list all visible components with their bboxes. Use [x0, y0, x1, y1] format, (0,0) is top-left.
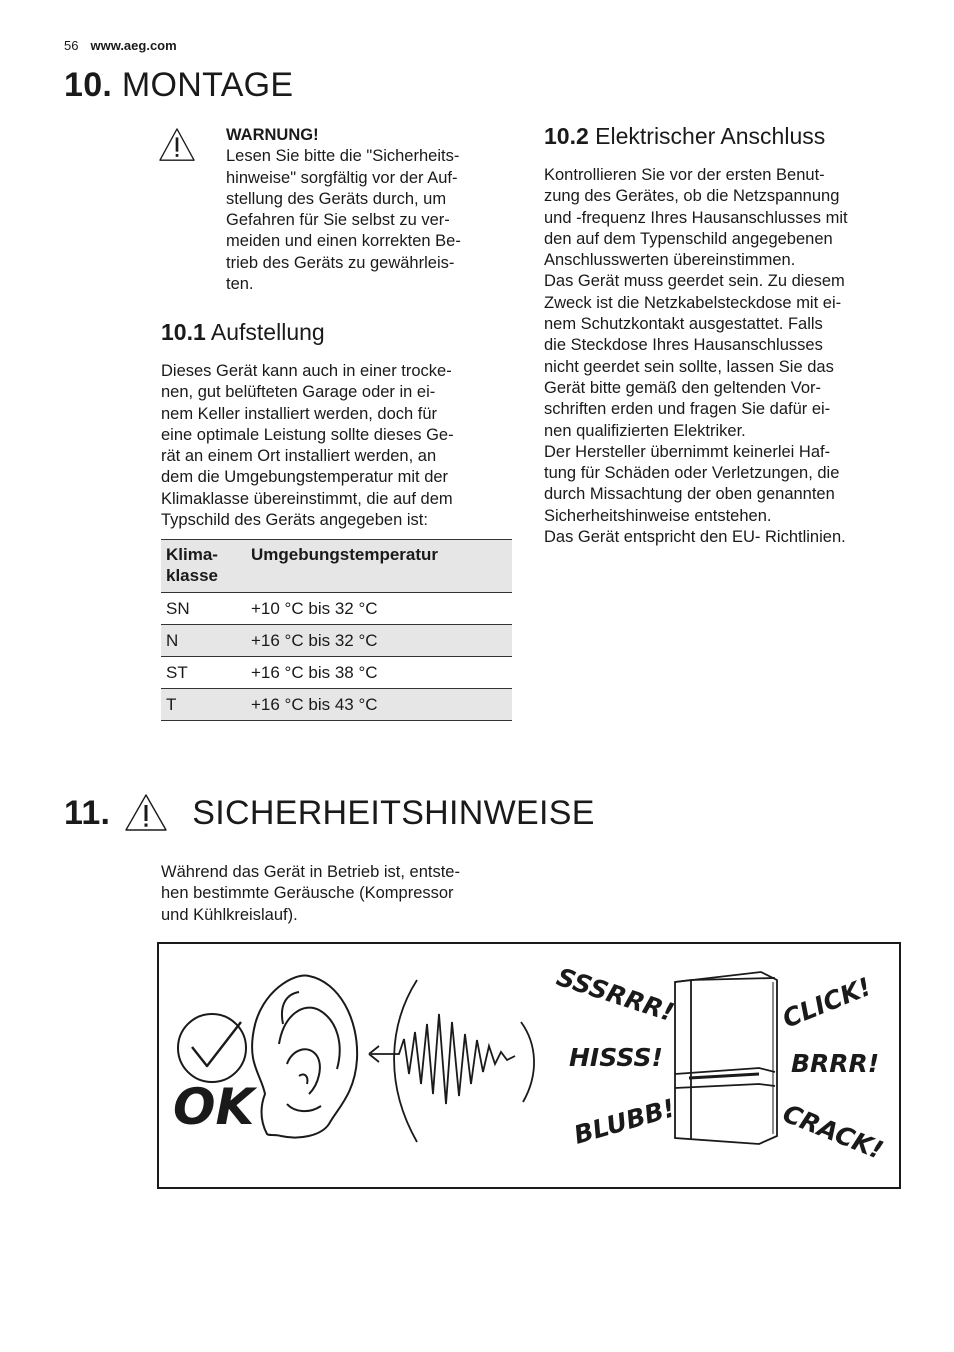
- table-cell-class: SN: [161, 593, 246, 625]
- table-header-row: [161, 540, 512, 593]
- text-line: Gerät bitte gemäß den geltenden Vor-: [544, 378, 822, 397]
- warning-triangle-icon: [124, 793, 168, 833]
- sound-word-blubb: BLUBB!: [570, 1093, 679, 1150]
- text-line: rät an einem Ort installiert werden, an: [161, 447, 437, 466]
- klimaklasse-table: [161, 539, 512, 721]
- sound-word-click: CLICK!: [778, 971, 876, 1034]
- subsection-10-1-number: 10.1: [161, 319, 206, 345]
- text-line: Kontrollieren Sie vor der ersten Benut-: [544, 166, 825, 184]
- text-line: Typschild des Geräts angegeben ist:: [161, 511, 428, 530]
- text-line: Zweck ist die Netzkabelsteckdose mit ei-: [544, 293, 842, 312]
- ear-icon: [252, 975, 357, 1137]
- table-cell-class: ST: [161, 657, 246, 689]
- text-line: Dieses Gerät kann auch in einer trocke-: [161, 362, 452, 380]
- sound-word-crack: CRACK!: [778, 1098, 888, 1166]
- sound-word-hisss: HISSS!: [569, 1043, 663, 1072]
- header-url: www.aeg.com: [90, 38, 177, 53]
- warning-triangle-icon: [158, 127, 196, 163]
- table-row: [161, 689, 512, 721]
- text-line: trieb des Geräts zu gewährleis-: [226, 253, 455, 272]
- klimaklasse-header-line2: klasse: [166, 566, 218, 585]
- text-line: tung für Schäden oder Verletzungen, die: [544, 464, 840, 483]
- subsection-10-2-title: Elektrischer Anschluss: [595, 123, 826, 149]
- text-line: meiden und einen korrekten Be-: [226, 232, 461, 251]
- warning-text: [226, 146, 516, 295]
- table-cell-class: N: [161, 625, 246, 657]
- page-header: [64, 38, 177, 53]
- section-10-heading: [64, 66, 293, 105]
- ok-label: OK: [173, 1078, 255, 1136]
- table-row: [161, 657, 512, 689]
- warning-box: [226, 125, 516, 295]
- text-line: stellung des Geräts durch, um: [226, 189, 447, 208]
- text-line: zung des Gerätes, ob die Netzspannung: [544, 187, 840, 206]
- text-line: ten.: [226, 275, 254, 294]
- section-11-number: 11.: [64, 793, 111, 832]
- fridge-icon: [675, 972, 777, 1144]
- text-line: durch Missachtung der oben genannten: [544, 485, 835, 504]
- section-11-heading: [64, 793, 595, 833]
- text-line: den auf dem Typenschild angegebenen: [544, 229, 833, 248]
- klimaklasse-header-line1: Klima-: [166, 545, 218, 564]
- table-cell-temp: +16 °C bis 32 °C: [246, 625, 512, 657]
- text-line: nen qualifizierten Elektriker.: [544, 421, 746, 440]
- sound-wave-icon: [369, 980, 534, 1142]
- text-line: Gefahren für Sie selbst zu ver-: [226, 211, 450, 230]
- text-line: Lesen Sie bitte die "Sicherheits-: [226, 147, 460, 166]
- section-10-number: 10.: [64, 66, 113, 104]
- text-line: nem Schutzkontakt ausgestattet. Falls: [544, 315, 823, 334]
- table-cell-temp: +16 °C bis 38 °C: [246, 657, 512, 689]
- warning-title: WARNUNG!: [226, 126, 319, 144]
- text-line: schriften erden und fragen Sie dafür ei-: [544, 400, 831, 419]
- sicherheit-paragraph: [161, 862, 521, 926]
- checkmark-circle-icon: [178, 1014, 246, 1082]
- aufstellung-paragraph: [161, 361, 511, 531]
- elektro-paragraph: [544, 165, 904, 548]
- table-cell-class: T: [161, 689, 246, 721]
- section-10-title: MONTAGE: [121, 66, 294, 104]
- text-line: Der Hersteller übernimmt keinerlei Haf-: [544, 442, 831, 461]
- table-header-umgebungstemperatur: Umgebungstemperatur: [246, 540, 512, 593]
- text-line: nen, gut belüfteten Garage oder in ei-: [161, 383, 436, 402]
- text-line: und -frequenz Ihres Hausanschlusses mit: [544, 208, 848, 227]
- text-line: Anschlusswerten übereinstimmen.: [544, 251, 796, 270]
- text-line: Während das Gerät in Betrieb ist, entste-: [161, 863, 460, 881]
- subsection-10-1-heading: [161, 319, 325, 346]
- text-line: Das Gerät muss geerdet sein. Zu diesem: [544, 272, 845, 291]
- sound-word-sssrrr: SSSRRR!: [553, 962, 678, 1028]
- text-line: hen bestimmte Geräusche (Kompressor: [161, 884, 454, 903]
- subsection-10-2-heading: [544, 123, 825, 150]
- noise-illustration: [157, 942, 901, 1189]
- text-line: nicht geerdet sein sollte, lassen Sie das: [544, 357, 834, 376]
- table-row: [161, 593, 512, 625]
- text-line: und Kühlkreislauf).: [161, 905, 298, 924]
- text-line: dem die Umgebungstemperatur mit der: [161, 468, 449, 487]
- noise-illustration-svg: [159, 944, 899, 1187]
- text-line: nem Keller installiert werden, doch für: [161, 404, 438, 423]
- text-line: Klimaklasse übereinstimmt, die auf dem: [161, 489, 453, 508]
- table-header-klimaklasse: [161, 540, 246, 593]
- page-number: 56: [64, 38, 79, 53]
- table-row: [161, 625, 512, 657]
- text-line: hinweise" sorgfältig vor der Auf-: [226, 168, 458, 187]
- text-line: eine optimale Leistung sollte dieses Ge-: [161, 425, 454, 444]
- subsection-10-1-title: Aufstellung: [210, 319, 325, 345]
- sound-word-brrr: BRRR!: [791, 1049, 880, 1078]
- table-cell-temp: +16 °C bis 43 °C: [246, 689, 512, 721]
- section-11-title: SICHERHEITSHINWEISE: [192, 793, 595, 832]
- text-line: die Steckdose Ihres Hausanschlusses: [544, 336, 823, 355]
- table-cell-temp: +10 °C bis 32 °C: [246, 593, 512, 625]
- text-line: Das Gerät entspricht den EU- Richtlinien.: [544, 528, 846, 547]
- text-line: Sicherheitshinweise entstehen.: [544, 506, 772, 525]
- subsection-10-2-number: 10.2: [544, 123, 589, 149]
